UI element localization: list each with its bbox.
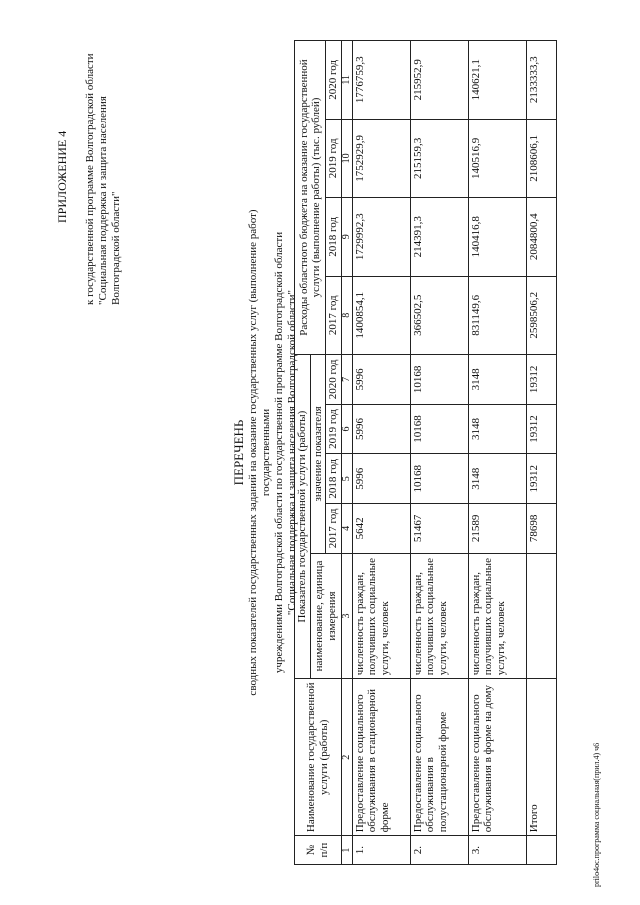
header-year: 2018 год	[326, 198, 342, 276]
program-reference-line: "Социальная поддержка и защита населения	[97, 96, 109, 305]
column-index-row	[341, 41, 352, 865]
row-expense: 831149,6	[468, 276, 526, 354]
row-value: 3148	[468, 454, 526, 504]
header-year: 2019 год	[326, 119, 342, 197]
total-label: Итого	[526, 679, 556, 836]
header-no: № п/п	[295, 836, 342, 865]
row-service: Предоставление социального обслуживания в полустационарной форме	[410, 679, 468, 836]
header-expenses: Расходы областного бюджета на оказание государственной услуги (выполнение работы) (тыс. рублей)	[295, 41, 326, 355]
header-year: 2017 год	[326, 504, 342, 554]
row-value: 5996	[352, 454, 410, 504]
row-value: 5996	[352, 355, 410, 405]
table-row	[410, 41, 468, 865]
total-row	[526, 41, 556, 865]
row-no: 3.	[468, 836, 526, 865]
row-value: 5996	[352, 404, 410, 454]
column-index: 4	[341, 504, 352, 554]
row-expense: 1729992,3	[352, 198, 410, 276]
row-service: Предоставление социального обслуживания в форме на дому	[468, 679, 526, 836]
program-reference	[84, 35, 123, 305]
row-value: 3148	[468, 404, 526, 454]
row-expense: 366502,5	[410, 276, 468, 354]
program-reference-line: к государственной программе Волгоградской области	[84, 53, 96, 305]
total-expense: 2108606,1	[526, 119, 556, 197]
document-title: ПЕРЕЧЕНЬ	[231, 419, 246, 486]
subtitle-line: учреждениями Волгоградской области по государственной программе Волгоградской области	[273, 231, 285, 674]
row-value: 3148	[468, 355, 526, 405]
column-index: 7	[341, 355, 352, 405]
header-name-unit: наименование, единица измерения	[310, 553, 341, 679]
row-expense: 1400854,1	[352, 276, 410, 354]
row-expense: 1752929,9	[352, 119, 410, 197]
row-value: 5642	[352, 504, 410, 554]
column-index: 9	[341, 198, 352, 276]
row-indicator: численность граждан, получивших социальные услуги, человек	[410, 553, 468, 679]
row-indicator: численность граждан, получивших социальные услуги, человек	[352, 553, 410, 679]
total-value: 78698	[526, 504, 556, 554]
row-no: 1.	[352, 836, 410, 865]
program-reference-line: Волгоградской области"	[110, 191, 122, 305]
header-indicator: Показатель государственной услуги (работы)	[295, 355, 311, 679]
total-expense: 2598506,2	[526, 276, 556, 354]
row-value: 51467	[410, 504, 468, 554]
row-expense: 214391,3	[410, 198, 468, 276]
file-footer: prilo4oc.программа социальная(прил.4) ч6	[592, 742, 601, 887]
row-no: 2.	[410, 836, 468, 865]
header-year: 2017 год	[326, 276, 342, 354]
total-indicator	[526, 553, 556, 679]
total-value: 19312	[526, 404, 556, 454]
column-index: 6	[341, 404, 352, 454]
column-index: 1	[341, 836, 352, 865]
row-expense: 1776759,3	[352, 41, 410, 120]
total-expense: 2133333,3	[526, 41, 556, 120]
subtitle-line: сводных показателей государственных заданий на оказание государственных услуг (выполнение работ) государственными	[247, 209, 272, 696]
header-value: значение показателя	[310, 355, 326, 554]
header-year: 2020 год	[326, 355, 342, 405]
column-index: 8	[341, 276, 352, 354]
column-index: 2	[341, 679, 352, 836]
row-value: 10168	[410, 454, 468, 504]
row-indicator: численность граждан, получивших социальные услуги, человек	[468, 553, 526, 679]
column-index: 5	[341, 454, 352, 504]
row-expense: 215159,3	[410, 119, 468, 197]
table-row	[468, 41, 526, 865]
subtitle-line: "Социальная поддержка и защита населения Волгоградской области"	[286, 289, 298, 616]
indicators-table	[294, 40, 557, 865]
row-service: Предоставление социального обслуживания в стационарной форме	[352, 679, 410, 836]
header-service: Наименование государственной услуги (работы)	[295, 679, 342, 836]
column-index: 3	[341, 553, 352, 679]
document-subtitle	[247, 170, 299, 735]
table-row	[352, 41, 410, 865]
header-year: 2018 год	[326, 454, 342, 504]
header-year: 2019 год	[326, 404, 342, 454]
total-expense: 2084800,4	[526, 198, 556, 276]
appendix-label: ПРИЛОЖЕНИЕ 4	[55, 130, 69, 223]
row-value: 21589	[468, 504, 526, 554]
row-expense: 140621,1	[468, 41, 526, 120]
row-expense: 215952,9	[410, 41, 468, 120]
column-index: 10	[341, 119, 352, 197]
row-expense: 140516,9	[468, 119, 526, 197]
row-expense: 140416,8	[468, 198, 526, 276]
row-value: 10168	[410, 355, 468, 405]
total-no	[526, 836, 556, 865]
column-index: 11	[341, 41, 352, 120]
total-value: 19312	[526, 355, 556, 405]
total-value: 19312	[526, 454, 556, 504]
row-value: 10168	[410, 404, 468, 454]
header-year: 2020 год	[326, 41, 342, 120]
